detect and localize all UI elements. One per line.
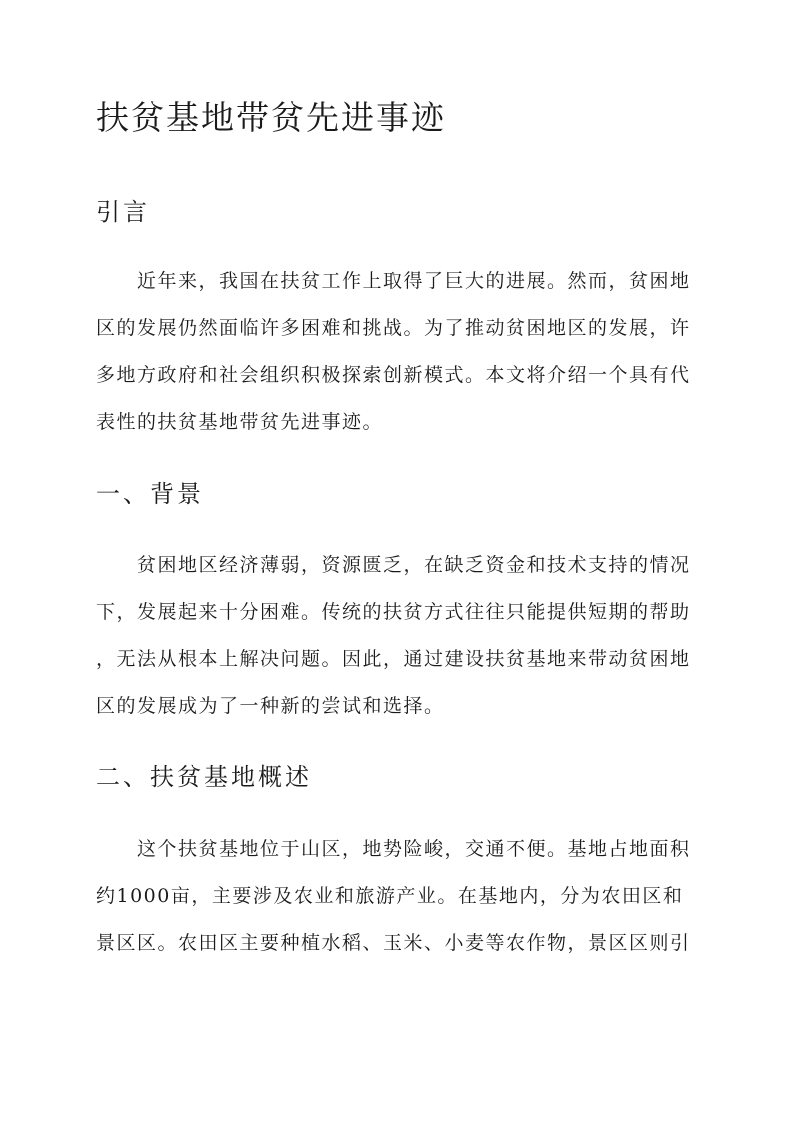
paragraph-line: 下，发展起来十分困难。传统的扶贫方式往往只能提供短期的帮助 [96,601,691,623]
paragraph-line: ，无法从根本上解决问题。因此，通过建设扶贫基地来带动贫困地 [96,648,691,670]
section-heading-overview: 二、扶贫基地概述 [96,763,312,791]
paragraph-line: 约1000亩，主要涉及农业和旅游产业。在基地内，分为农田区和 [96,885,684,907]
paragraph-overview [96,826,691,967]
paragraph-line: 贫困地区经济薄弱，资源匮乏，在缺乏资金和技术支持的情况 [137,554,691,576]
section-heading-introduction: 引言 [96,198,150,226]
paragraph-line: 这个扶贫基地位于山区，地势险峻，交通不便。基地占地面积 [137,838,691,860]
paragraph-line: 近年来，我国在扶贫工作上取得了巨大的进展。然而，贫困地 [137,270,691,292]
section-heading-background: 一、背景 [96,480,204,508]
paragraph-line: 景区区。农田区主要种植水稻、玉米、小麦等农作物，景区区则引 [96,932,691,954]
document-title: 扶贫基地带贫先进事迹 [96,98,446,137]
paragraph-line: 区的发展成为了一种新的尝试和选择。 [96,695,445,717]
paragraph-line: 表性的扶贫基地带贫先进事迹。 [96,411,384,433]
paragraph-background [96,542,691,730]
paragraph-line: 区的发展仍然面临许多困难和挑战。为了推动贫困地区的发展，许 [96,317,691,339]
paragraph-line: 多地方政府和社会组织积极探索创新模式。本文将介绍一个具有代 [96,364,691,386]
paragraph-introduction [96,258,691,446]
